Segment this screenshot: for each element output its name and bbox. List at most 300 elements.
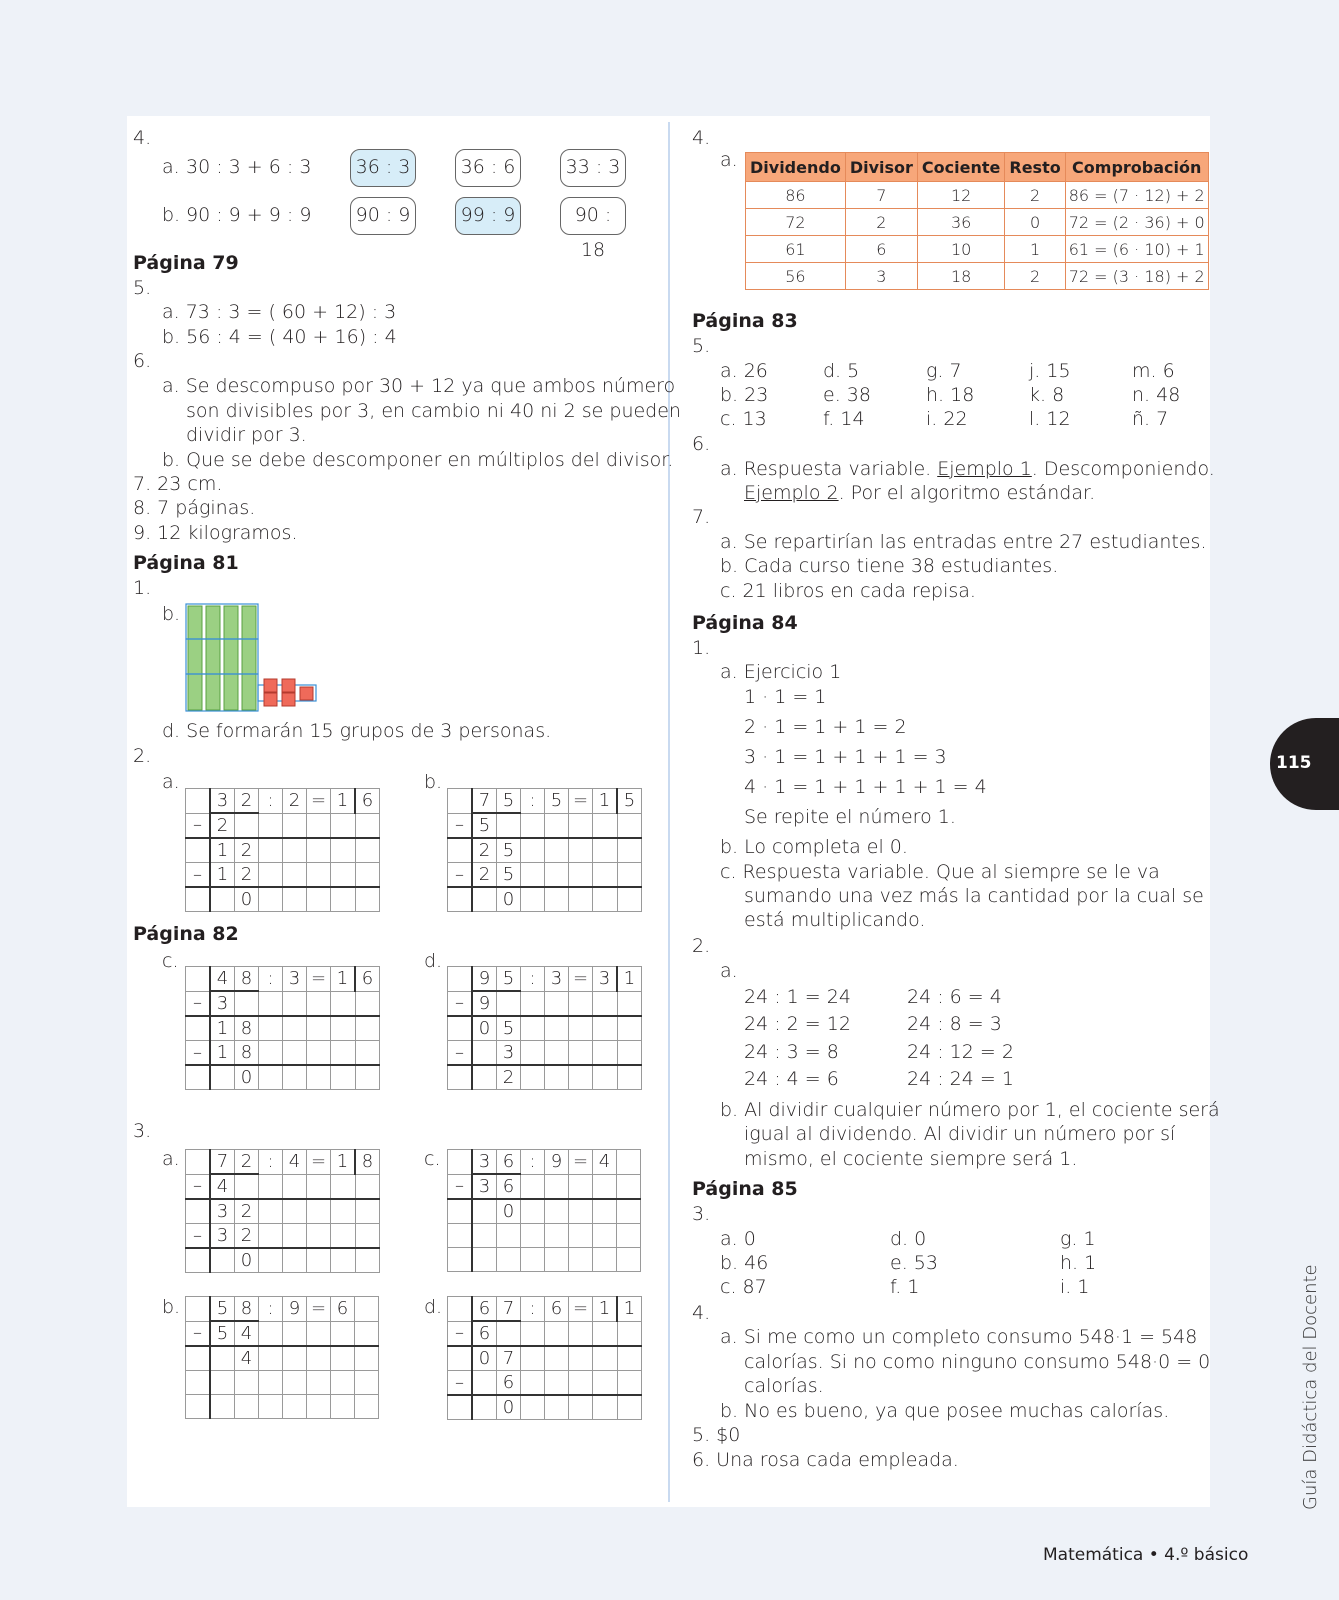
text-line: está multiplicando.: [744, 909, 926, 931]
q4a-label: a.: [162, 156, 180, 178]
grid-cell: [545, 838, 569, 863]
grid-cell: [186, 838, 211, 863]
text-line: 8. 7 páginas.: [133, 497, 256, 519]
grid-cell: 7: [210, 1150, 235, 1175]
grid-cell: 3: [210, 1224, 235, 1249]
grid-cell: 5: [497, 838, 521, 863]
grid-cell: [331, 1199, 356, 1224]
grid-cell: [307, 863, 331, 888]
grid-cell: [283, 1321, 307, 1346]
grid-cell: [569, 1346, 593, 1371]
grid-row: [448, 1248, 641, 1272]
text-line: a. Se repartirían las entradas entre 27 estudiantes.: [720, 531, 1207, 553]
grid-cell: 0: [497, 887, 521, 912]
grid-cell: [186, 1199, 211, 1224]
grid-cell: [617, 1041, 642, 1066]
unit-cubes: [264, 679, 313, 706]
grid-cell: 6: [545, 1297, 569, 1322]
grid-cell: –: [448, 1371, 473, 1396]
table-header-cell: Comprobación: [1065, 153, 1208, 182]
grid-cell: [186, 1395, 211, 1419]
grid-cell: [593, 1346, 618, 1371]
grid-cell: [259, 1199, 283, 1224]
text-line: 7.: [692, 506, 711, 528]
grid-cell: [355, 887, 380, 912]
grid-cell: =: [569, 967, 593, 992]
grid-row: [186, 1346, 379, 1371]
grid-cell: [497, 813, 521, 838]
text-line: 5. $0: [692, 1424, 741, 1446]
base-ten-blocks: [185, 603, 320, 713]
grid-row: [186, 813, 380, 838]
text-line: 4.: [692, 1302, 711, 1324]
grid-cell: [259, 1016, 283, 1041]
grid-cell: [593, 1016, 618, 1041]
text-line: 7. 23 cm.: [133, 473, 223, 495]
grid-cell: [186, 1248, 211, 1273]
text-line: 24 : 8 = 3: [907, 1013, 1002, 1035]
text-line: Ejemplo 2. Por el algoritmo estándar.: [744, 482, 1096, 504]
grid-cell: [331, 1346, 355, 1371]
table-cell: 2: [845, 209, 917, 236]
grid-cell: 1: [210, 1041, 235, 1066]
answer-item: j. 15: [1029, 360, 1071, 382]
grid-cell: [259, 1371, 283, 1395]
grid-cell: [472, 1371, 497, 1396]
grid-cell: [521, 1395, 545, 1420]
grid-cell: [186, 1297, 211, 1322]
grid-cell: [283, 1065, 307, 1090]
grid-cell: 1: [617, 1297, 642, 1322]
grid-cell: [307, 1016, 331, 1041]
answer-item: k. 8: [1029, 384, 1065, 406]
table-header-row: [746, 153, 1209, 182]
grid-cell: [617, 1224, 641, 1248]
grid-cell: 4: [235, 1321, 259, 1346]
text-line: b.: [162, 603, 181, 625]
grid-cell: [331, 813, 356, 838]
grid-cell: [259, 887, 283, 912]
table-row: [746, 209, 1209, 236]
grid-row: [186, 1248, 380, 1273]
answer-item: h. 18: [926, 384, 975, 406]
grid-cell: [593, 1248, 617, 1272]
division-grid: [185, 1296, 379, 1419]
grid-cell: 0: [497, 1199, 521, 1224]
grid-cell: 6: [355, 789, 380, 814]
grid-row: [186, 1395, 379, 1419]
grid-cell: [186, 887, 211, 912]
grid-cell: [186, 1371, 211, 1395]
grid-cell: [235, 1395, 259, 1419]
grid-cell: 1: [331, 1150, 356, 1175]
grid-cell: 2: [472, 863, 497, 888]
grid-cell: 5: [497, 967, 521, 992]
grid-cell: :: [259, 967, 283, 992]
grid-row: [186, 1150, 380, 1175]
table-cell: 7: [845, 182, 917, 209]
text-line: 24 : 2 = 12: [744, 1013, 851, 1035]
text-line: dividir por 3.: [186, 424, 307, 446]
division-check-table: [745, 152, 1209, 290]
answer-item: l. 12: [1029, 408, 1071, 430]
grid-cell: [210, 1065, 235, 1090]
grid-cell: [521, 1248, 545, 1272]
table-header-cell: Dividendo: [746, 153, 846, 182]
grid-cell: –: [186, 813, 211, 838]
grid-cell: [448, 1224, 473, 1248]
grid-cell: 2: [235, 789, 259, 814]
option-box: 99 : 9: [455, 197, 521, 235]
grid-cell: –: [186, 991, 211, 1016]
grid-cell: [186, 1150, 211, 1175]
grid-cell: [521, 838, 545, 863]
grid-cell: :: [521, 1150, 545, 1175]
grid-cell: [355, 863, 380, 888]
grid-cell: 4: [283, 1150, 307, 1175]
answer-item: d. 0: [890, 1228, 927, 1250]
grid-cell: [521, 1199, 545, 1224]
text-line: 6.: [692, 433, 711, 455]
text-line: b.: [424, 771, 443, 793]
grid-cell: [593, 863, 618, 888]
answer-item: e. 53: [890, 1252, 938, 1274]
answer-item: m. 6: [1132, 360, 1175, 382]
grid-cell: 8: [235, 1297, 259, 1322]
grid-cell: [331, 1321, 355, 1346]
grid-cell: [593, 887, 618, 912]
grid-cell: 7: [472, 789, 497, 814]
grid-cell: [545, 1041, 569, 1066]
grid-row: [448, 1016, 642, 1041]
grid-cell: [569, 1041, 593, 1066]
text-line: d. Se formarán 15 grupos de 3 personas.: [162, 720, 552, 742]
grid-cell: 6: [355, 967, 380, 992]
grid-cell: [448, 1395, 473, 1420]
table-cell: 72 = (2 · 36) + 0: [1065, 209, 1208, 236]
grid-cell: 3: [210, 991, 235, 1016]
answer-item: h. 1: [1060, 1252, 1097, 1274]
grid-cell: 2: [283, 789, 307, 814]
grid-cell: [448, 838, 473, 863]
text-line: a.: [162, 1148, 180, 1170]
grid-cell: [331, 1395, 355, 1419]
division-grid: [185, 966, 380, 1090]
grid-cell: [617, 1065, 642, 1090]
grid-cell: [331, 1371, 355, 1395]
grid-cell: [259, 838, 283, 863]
grid-cell: 0: [235, 1248, 259, 1273]
grid-cell: [448, 1248, 473, 1272]
text-line: a. 73 : 3 = ( 60 + 12) : 3: [162, 301, 397, 323]
page-83-heading: Página 83: [692, 310, 798, 332]
grid-cell: [307, 1395, 331, 1419]
grid-cell: [521, 813, 545, 838]
grid-cell: [331, 887, 356, 912]
grid-cell: [355, 1297, 379, 1322]
grid-cell: –: [186, 1174, 211, 1199]
grid-cell: [283, 1248, 307, 1273]
grid-cell: [617, 1150, 641, 1175]
table-header-cell: Divisor: [845, 153, 917, 182]
grid-cell: [521, 1065, 545, 1090]
grid-cell: [472, 1199, 497, 1224]
division-grid: [185, 1149, 380, 1273]
grid-cell: [307, 838, 331, 863]
text-line: mismo, el cociente siempre será 1.: [744, 1148, 1078, 1170]
grid-cell: 3: [593, 967, 618, 992]
grid-row: [448, 1065, 642, 1090]
grid-cell: 5: [210, 1321, 235, 1346]
grid-cell: [617, 813, 642, 838]
grid-cell: [617, 1174, 641, 1199]
answer-item: g. 7: [926, 360, 962, 382]
grid-cell: [472, 1065, 497, 1090]
grid-cell: [617, 1346, 642, 1371]
grid-cell: 7: [497, 1297, 521, 1322]
grid-cell: [448, 1199, 473, 1224]
text-line: c.: [162, 950, 179, 972]
text-line: b. No es bueno, ya que posee muchas calorías.: [720, 1400, 1170, 1422]
grid-cell: 4: [210, 1174, 235, 1199]
grid-row: [448, 813, 642, 838]
grid-cell: [307, 1371, 331, 1395]
grid-cell: [545, 863, 569, 888]
grid-cell: 9: [545, 1150, 569, 1175]
q4-number: 4.: [133, 127, 152, 149]
q4b-label: b.: [162, 204, 181, 226]
text-line: b. Que se debe descomponer en múltiplos del divisor.: [162, 449, 674, 471]
grid-cell: [307, 813, 331, 838]
grid-cell: –: [448, 1321, 473, 1346]
grid-row: [448, 1041, 642, 1066]
grid-cell: [521, 1016, 545, 1041]
division-grid: [447, 1149, 641, 1272]
grid-cell: 0: [235, 1065, 259, 1090]
division-grid: [447, 966, 642, 1090]
grid-cell: 2: [235, 838, 259, 863]
grid-cell: 9: [472, 991, 497, 1016]
grid-cell: 6: [331, 1297, 355, 1322]
grid-cell: [545, 1224, 569, 1248]
grid-cell: [448, 967, 473, 992]
grid-row: [186, 1297, 379, 1322]
grid-cell: [569, 1224, 593, 1248]
grid-cell: [210, 1248, 235, 1273]
grid-cell: [521, 1174, 545, 1199]
grid-cell: 1: [593, 789, 618, 814]
text-line: b. 56 : 4 = ( 40 + 16) : 4: [162, 326, 397, 348]
table-cell: 3: [845, 263, 917, 290]
grid-cell: [617, 1371, 642, 1396]
text-line: 2.: [133, 745, 152, 767]
grid-cell: [235, 1371, 259, 1395]
grid-cell: 6: [472, 1321, 497, 1346]
grid-cell: [355, 838, 380, 863]
grid-cell: [355, 1248, 380, 1273]
grid-cell: [210, 887, 235, 912]
grid-cell: [235, 1174, 259, 1199]
grid-row: [448, 1297, 642, 1322]
text-line: calorías.: [744, 1375, 824, 1397]
grid-cell: –: [186, 1321, 211, 1346]
grid-cell: [307, 1174, 331, 1199]
grid-cell: [545, 1346, 569, 1371]
grid-cell: [259, 1395, 283, 1419]
grid-cell: –: [448, 863, 473, 888]
text-line: calorías. Si no como ninguno consumo 548·0 = 0: [744, 1351, 1211, 1373]
grid-cell: 5: [497, 789, 521, 814]
grid-cell: [210, 1395, 235, 1419]
grid-cell: [448, 887, 473, 912]
grid-cell: 7: [497, 1346, 521, 1371]
grid-cell: [521, 863, 545, 888]
grid-cell: 3: [545, 967, 569, 992]
grid-cell: [355, 1321, 379, 1346]
grid-cell: [259, 863, 283, 888]
grid-cell: [593, 1321, 618, 1346]
table-cell: 72: [746, 209, 846, 236]
grid-cell: 3: [283, 967, 307, 992]
grid-cell: =: [569, 1297, 593, 1322]
grid-cell: [497, 1224, 521, 1248]
grid-cell: 8: [235, 1016, 259, 1041]
grid-cell: 8: [235, 967, 259, 992]
table-cell: 72 = (3 · 18) + 2: [1065, 263, 1208, 290]
grid-cell: [617, 1248, 641, 1272]
grid-cell: [307, 1224, 331, 1249]
grid-cell: [497, 991, 521, 1016]
grid-cell: [448, 789, 473, 814]
text-line: 3.: [692, 1203, 711, 1225]
text-line: 2.: [692, 935, 711, 957]
text-line: son divisibles por 3, en cambio ni 40 ni 2 se pueden: [186, 400, 681, 422]
grid-row: [448, 1224, 641, 1248]
grid-row: [448, 1174, 641, 1199]
text-line: b.: [162, 1296, 181, 1318]
text-line: a. Respuesta variable. Ejemplo 1. Descomponiendo.: [720, 458, 1215, 480]
text-line: b. Cada curso tiene 38 estudiantes.: [720, 555, 1059, 577]
grid-cell: 1: [210, 863, 235, 888]
grid-cell: [569, 1174, 593, 1199]
grid-cell: [307, 1041, 331, 1066]
grid-cell: –: [448, 1174, 473, 1199]
grid-cell: [283, 838, 307, 863]
text-line: 2 · 1 = 1 + 1 = 2: [744, 716, 907, 738]
grid-cell: [617, 838, 642, 863]
grid-cell: [545, 1395, 569, 1420]
answer-item: c. 13: [720, 408, 767, 430]
grid-cell: [545, 1065, 569, 1090]
text-line: d.: [424, 1296, 443, 1318]
grid-cell: [545, 1016, 569, 1041]
grid-cell: :: [521, 789, 545, 814]
answer-item: ñ. 7: [1132, 408, 1169, 430]
grid-cell: [448, 1065, 473, 1090]
table-cell: 86 = (7 · 12) + 2: [1065, 182, 1208, 209]
table-cell: 18: [917, 263, 1004, 290]
grid-cell: [472, 1395, 497, 1420]
grid-cell: [617, 1321, 642, 1346]
table-header-cell: Resto: [1005, 153, 1065, 182]
grid-cell: [283, 1224, 307, 1249]
grid-row: [186, 789, 380, 814]
division-grid: [447, 1296, 642, 1420]
grid-cell: [331, 1248, 356, 1273]
text-line: 6.: [133, 350, 152, 372]
grid-cell: [545, 991, 569, 1016]
grid-cell: 9: [283, 1297, 307, 1322]
grid-cell: 6: [497, 1371, 521, 1396]
grid-cell: [355, 1346, 379, 1371]
grid-cell: [569, 863, 593, 888]
grid-cell: [259, 813, 283, 838]
text-line: a. Si me como un completo consumo 548·1 = 548: [720, 1326, 1198, 1348]
answer-item: i. 1: [1060, 1276, 1090, 1298]
grid-cell: 1: [210, 1016, 235, 1041]
grid-row: [186, 1174, 380, 1199]
grid-cell: 1: [331, 789, 356, 814]
division-grid: [447, 788, 642, 912]
grid-cell: [186, 967, 211, 992]
table-cell: 12: [917, 182, 1004, 209]
grid-cell: –: [448, 991, 473, 1016]
grid-cell: [283, 1395, 307, 1419]
grid-cell: 5: [472, 813, 497, 838]
division-grid: [185, 788, 380, 912]
text-line: 3.: [133, 1120, 152, 1142]
grid-row: [448, 967, 642, 992]
grid-cell: 3: [497, 1041, 521, 1066]
grid-row: [186, 991, 380, 1016]
grid-row: [186, 1321, 379, 1346]
grid-cell: [331, 991, 356, 1016]
grid-cell: 1: [210, 838, 235, 863]
grid-cell: [545, 1321, 569, 1346]
grid-cell: [259, 991, 283, 1016]
grid-cell: :: [259, 1150, 283, 1175]
grid-cell: [569, 1199, 593, 1224]
answer-item: g. 1: [1060, 1228, 1096, 1250]
grid-cell: 4: [593, 1150, 617, 1175]
text-line: 3 · 1 = 1 + 1 + 1 = 3: [744, 746, 947, 768]
grid-row: [448, 1199, 641, 1224]
text-line: c.: [424, 1148, 441, 1170]
grid-cell: 2: [210, 813, 235, 838]
grid-cell: [521, 1371, 545, 1396]
grid-cell: [593, 1065, 618, 1090]
text-line: 24 : 1 = 24: [744, 986, 851, 1008]
grid-row: [448, 1150, 641, 1175]
grid-cell: [617, 863, 642, 888]
grid-cell: 6: [472, 1297, 497, 1322]
grid-cell: 5: [210, 1297, 235, 1322]
grid-cell: [617, 1016, 642, 1041]
grid-cell: 1: [331, 967, 356, 992]
table-cell: 36: [917, 209, 1004, 236]
grid-row: [186, 1065, 380, 1090]
grid-cell: [593, 1041, 618, 1066]
grid-cell: 5: [617, 789, 642, 814]
grid-row: [448, 789, 642, 814]
q4b-expression: 90 : 9 + 9 : 9: [186, 204, 312, 226]
grid-cell: –: [186, 1041, 211, 1066]
grid-cell: 5: [497, 863, 521, 888]
grid-cell: =: [569, 789, 593, 814]
text-line: 6. Una rosa cada empleada.: [692, 1449, 959, 1471]
grid-cell: [521, 887, 545, 912]
example-2-link: Ejemplo 2: [744, 482, 839, 504]
